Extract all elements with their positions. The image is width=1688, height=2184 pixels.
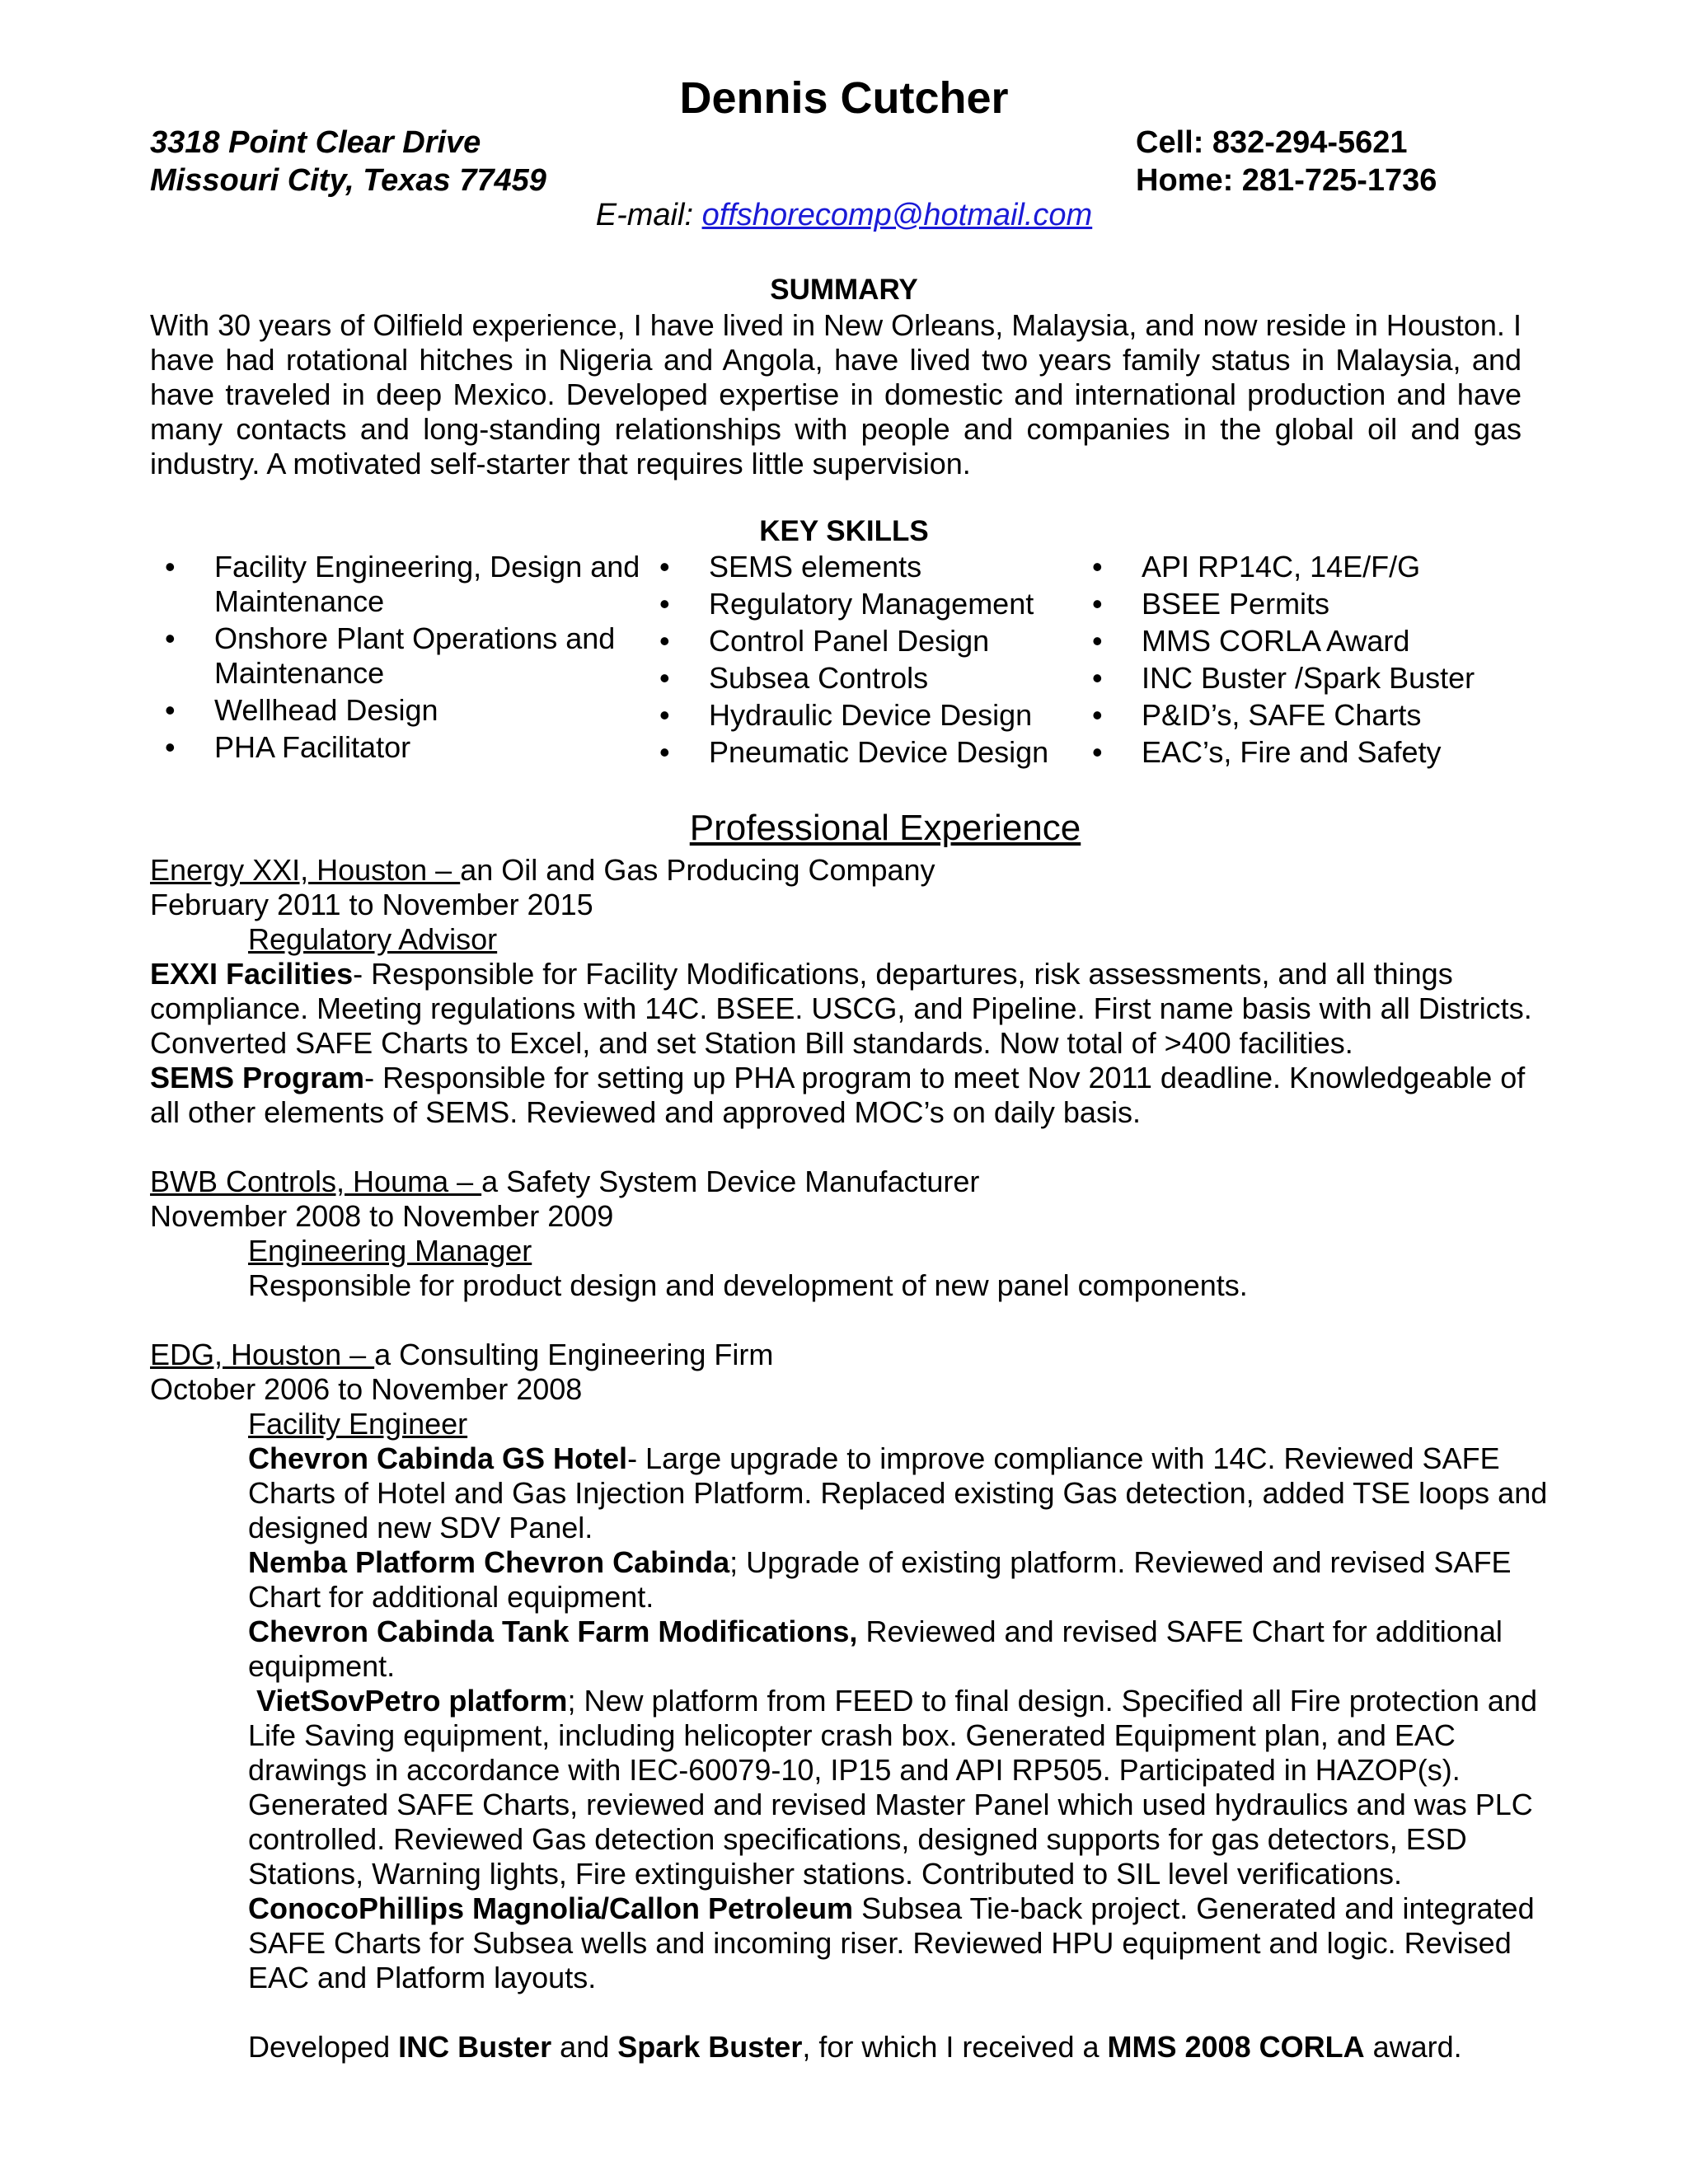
skill-item: • Subsea Controls	[643, 661, 1104, 696]
job-dates: October 2006 to November 2008	[150, 1372, 583, 1406]
job-header	[150, 1338, 1551, 1372]
address-line-2: Missouri City, Texas 77459	[150, 163, 546, 198]
job-paragraph	[150, 1891, 1551, 1995]
skill-item: • Wellhead Design	[148, 693, 643, 728]
job-title: Engineering Manager	[248, 1234, 532, 1268]
skills-column-2	[643, 550, 1104, 772]
award-bold: Spark Buster	[617, 2030, 803, 2064]
company-name: Energy XXI, Houston –	[150, 853, 461, 887]
project-name: VietSovPetro platform	[256, 1684, 568, 1718]
project-desc: - Responsible for setting up PHA program to meet Nov 2011 deadline. Knowledgeable of all other elements of SEMS. Reviewed and approved MOC’s on daily basis.	[150, 1061, 1526, 1129]
skill-item: • Onshore Plant Operations and Maintenance	[148, 621, 643, 691]
job-paragraph	[150, 1441, 1551, 1545]
job-paragraph	[150, 1545, 1551, 1615]
summary-text: With 30 years of Oilfield experience, I have lived in New Orleans, Malaysia, and now reside in Houston. I have had rotational hitches in Nigeria and Angola, have lived two years family status in Malaysia, and have traveled in deep Mexico. Developed expertise in domestic and international production and have many contacts and long-standing relationships with people and companies in the global oil and gas industry. A motivated self-starter that requires little supervision.	[150, 308, 1522, 480]
job-title: Facility Engineer	[248, 1407, 468, 1441]
skill-item: • Facility Engineering, Design and Maintenance	[148, 550, 643, 619]
experience-section	[150, 853, 1551, 2064]
award-bold: MMS 2008 CORLA	[1107, 2030, 1365, 2064]
company-desc: a Safety System Device Manufacturer	[481, 1165, 980, 1198]
award-line	[150, 2030, 1551, 2064]
project-name: Nemba Platform Chevron Cabinda	[248, 1545, 730, 1579]
skills-column-3	[1076, 550, 1537, 772]
skill-item: • Hydraulic Device Design	[643, 698, 1104, 733]
job-paragraph	[150, 1615, 1551, 1684]
project-name: EXXI Facilities	[150, 957, 354, 991]
skill-item: • Pneumatic Device Design	[643, 735, 1104, 770]
company-desc: a Consulting Engineering Firm	[374, 1338, 774, 1371]
company-desc: an Oil and Gas Producing Company	[460, 853, 935, 887]
skill-item: • API RP14C, 14E/F/G	[1076, 550, 1537, 584]
skill-item: • MMS CORLA Award	[1076, 624, 1537, 658]
award-bold: INC Buster	[398, 2030, 552, 2064]
project-name: SEMS Program	[150, 1061, 365, 1094]
award-text: , for which I received a	[802, 2030, 1108, 2064]
job-header	[150, 1165, 1551, 1199]
skill-item: • EAC’s, Fire and Safety	[1076, 735, 1537, 770]
job-paragraph	[150, 1684, 1551, 1891]
project-name: Chevron Cabinda Tank Farm Modifications,	[248, 1615, 858, 1648]
email-line	[0, 198, 1688, 233]
skill-item: • Regulatory Management	[643, 587, 1104, 621]
project-desc: ; New platform from FEED to final design. Specified all Fire protection and Life Saving equipment, including helicopter crash box. Generated Equipment plan, and EAC drawings in accordance with IEC-60079-10, IP15 and API RP505. Participated in HAZOP(s). Generated SAFE Charts, reviewed and revised Master Panel which used hydraulics and was PLC controlled. Reviewed Gas detection specifications, designed supports for gas detectors, ESD Stations, Warning lights, Fire extinguisher stations. Contributed to SIL level verifications.	[248, 1684, 1537, 1891]
skill-item: • Control Panel Design	[643, 624, 1104, 658]
address-line-1: 3318 Point Clear Drive	[150, 125, 481, 160]
company-name: EDG, Houston –	[150, 1338, 375, 1371]
job-paragraph	[150, 1061, 1551, 1130]
experience-heading: Professional Experience	[689, 808, 1081, 848]
project-desc: - Large upgrade to improve compliance with 14C. Reviewed SAFE Charts of Hotel and Gas Injection Platform. Replaced existing Gas detection, added TSE loops and designed new SDV Panel.	[248, 1441, 1548, 1544]
job-dates: February 2011 to November 2015	[150, 888, 593, 921]
skills-column-1	[148, 550, 643, 767]
project-name: Chevron Cabinda GS Hotel	[248, 1441, 628, 1475]
summary-heading: SUMMARY	[770, 274, 918, 306]
job-dates: November 2008 to November 2009	[150, 1199, 614, 1233]
job-paragraph	[150, 957, 1551, 1061]
award-text: and	[551, 2030, 618, 2064]
skill-item: • PHA Facilitator	[148, 730, 643, 765]
award-text: award.	[1364, 2030, 1462, 2064]
job-paragraph: Responsible for product design and development of new panel components.	[248, 1268, 1248, 1302]
skill-item: • P&ID’s, SAFE Charts	[1076, 698, 1537, 733]
project-desc: - Responsible for Facility Modifications, departures, risk assessments, and all things compliance. Meeting regulations with 14C. BSEE. USCG, and Pipeline. First name basis with all Districts. Converted SAFE Charts to Excel, and set Station Bill standards. Now total of >400 facilities.	[150, 957, 1532, 1060]
project-name: ConocoPhillips Magnolia/Callon Petroleum	[248, 1891, 854, 1925]
skill-item: • SEMS elements	[643, 550, 1104, 584]
company-name: BWB Controls, Houma –	[150, 1165, 482, 1198]
project-desc: ; Upgrade of existing platform. Reviewed and revised SAFE Chart for additional equipment.	[248, 1545, 1512, 1614]
skill-item: • BSEE Permits	[1076, 587, 1537, 621]
candidate-name: Dennis Cutcher	[679, 73, 1009, 123]
job-header	[150, 853, 1551, 888]
email-link[interactable]: offshorecomp@hotmail.com	[701, 198, 1093, 232]
email-label: E-mail:	[595, 198, 702, 232]
cell-phone: Cell: 832-294-5621	[1136, 125, 1408, 160]
home-phone: Home: 281-725-1736	[1136, 163, 1437, 198]
project-desc: Subsea Tie-back project. Generated and integrated SAFE Charts for Subsea wells and incoming riser. Reviewed HPU equipment and logic. Revised EAC and Platform layouts.	[248, 1891, 1535, 1994]
award-text: Developed	[248, 2030, 399, 2064]
skills-heading: KEY SKILLS	[759, 515, 929, 547]
project-desc: Reviewed and revised SAFE Chart for additional equipment.	[248, 1615, 1503, 1683]
job-title: Regulatory Advisor	[248, 922, 498, 956]
skill-item: • INC Buster /Spark Buster	[1076, 661, 1537, 696]
